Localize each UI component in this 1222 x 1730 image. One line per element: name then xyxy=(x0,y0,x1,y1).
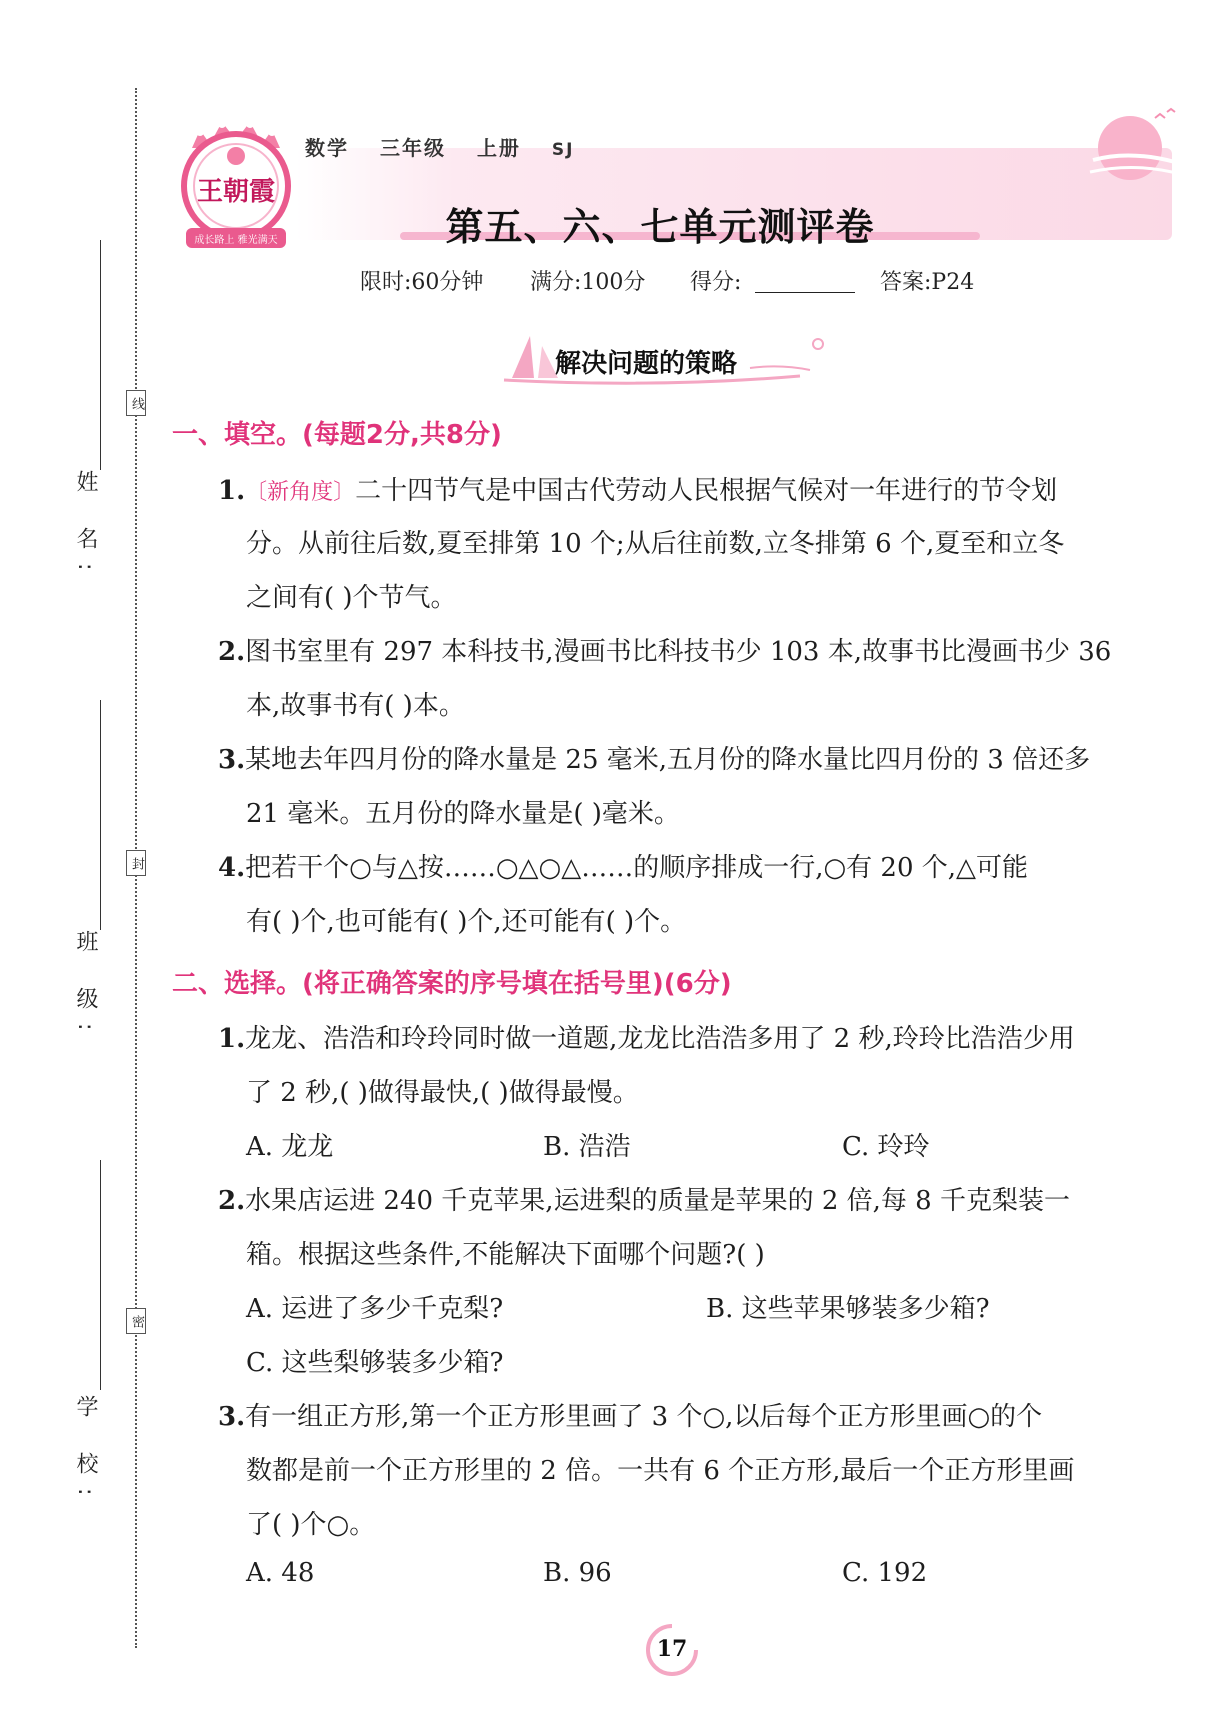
score-input-line[interactable] xyxy=(755,292,855,293)
p2-q3-number: 3. xyxy=(218,1402,246,1432)
seal-secret-mark: 密 xyxy=(126,1308,146,1334)
p2-q3-line1 xyxy=(218,1396,1042,1433)
p2-q1-number: 1. xyxy=(218,1024,246,1054)
p2-q3-text1: 有一组正方形,第一个正方形里画了 3 个○,以后每个正方形里画○的个 xyxy=(245,1402,1043,1432)
p2-q3-option-a[interactable]: A. 48 xyxy=(246,1558,315,1588)
seal-seal-mark: 封 xyxy=(126,850,146,876)
page-number: 17 xyxy=(656,1636,688,1662)
q1-line2: 分。从前往后数,夏至排第 10 个;从后往前数,立冬排第 6 个,夏至和立冬 xyxy=(246,529,1065,559)
q4-text1: 把若干个○与△按……○△○△……的顺序排成一行,○有 20 个,△可能 xyxy=(245,853,1029,883)
p2-q2-line1 xyxy=(218,1180,1070,1217)
q4-number: 4. xyxy=(218,853,246,883)
q3-line1 xyxy=(218,739,1090,776)
p2-q2-number: 2. xyxy=(218,1186,246,1216)
section-tag: 解决问题的策略 xyxy=(555,349,738,379)
school-write-line[interactable] xyxy=(100,1160,101,1390)
q2-line1 xyxy=(218,631,1111,668)
name-label: 姓 名: xyxy=(73,470,98,585)
volume-label: 上册 xyxy=(476,136,521,160)
brand-logo xyxy=(172,108,300,253)
q4-line1 xyxy=(218,847,1028,884)
p2-q2-option-a[interactable]: A. 运进了多少千克梨? xyxy=(246,1294,504,1324)
header-subtitle xyxy=(305,132,596,161)
time-limit: 限时:60分钟 xyxy=(360,270,484,295)
p2-q1-option-a[interactable]: A. 龙龙 xyxy=(246,1132,334,1162)
full-score: 满分:100分 xyxy=(530,270,646,295)
school-label: 学 校: xyxy=(73,1395,98,1510)
sun-icon xyxy=(1085,100,1185,190)
p2-q1-line1 xyxy=(218,1018,1075,1055)
p2-q3-line3: 了( )个○。 xyxy=(246,1510,376,1540)
q1-number: 1. xyxy=(218,476,246,506)
part1-heading: 一、填空。(每题2分,共8分) xyxy=(172,420,502,450)
q2-line2: 本,故事书有( )本。 xyxy=(246,691,465,721)
class-label: 班 级: xyxy=(73,930,98,1045)
p2-q2-text1: 水果店运进 240 千克苹果,运进梨的质量是苹果的 2 倍,每 8 千克梨装一 xyxy=(245,1186,1070,1216)
q1-line1 xyxy=(218,470,1057,507)
p2-q1-option-c[interactable]: C. 玲玲 xyxy=(842,1132,930,1162)
page-title: 第五、六、七单元测评卷 xyxy=(445,205,875,249)
subject-label: 数学 xyxy=(305,136,349,160)
p2-q3-option-c[interactable]: C. 192 xyxy=(842,1558,928,1588)
name-write-line[interactable] xyxy=(100,240,101,470)
answer-reference: 答案:P24 xyxy=(880,270,975,295)
q4-line2: 有( )个,也可能有( )个,还可能有( )个。 xyxy=(246,907,687,937)
p2-q1-line2: 了 2 秒,( )做得最快,( )做得最慢。 xyxy=(246,1078,639,1108)
q1-line3: 之间有( )个节气。 xyxy=(246,583,457,613)
q1-text1: 二十四节气是中国古代劳动人民根据气候对一年进行的节令划 xyxy=(355,476,1058,506)
p2-q1-text1: 龙龙、浩浩和玲玲同时做一道题,龙龙比浩浩多用了 2 秒,玲玲比浩浩少用 xyxy=(245,1024,1075,1054)
p2-q2-option-b[interactable]: B. 这些苹果够装多少箱? xyxy=(706,1294,990,1324)
seal-line-mark: 线 xyxy=(126,390,146,416)
q3-number: 3. xyxy=(218,745,246,775)
grade-label: 三年级 xyxy=(379,136,446,160)
class-write-line[interactable] xyxy=(100,700,101,930)
p2-q2-option-c[interactable]: C. 这些梨够装多少箱? xyxy=(246,1348,504,1378)
brand-name: 王朝霞 xyxy=(196,177,276,207)
q2-number: 2. xyxy=(218,637,246,667)
q2-text1: 图书室里有 297 本科技书,漫画书比科技书少 103 本,故事书比漫画书少 36 xyxy=(245,637,1112,667)
p2-q3-line2: 数都是前一个正方形里的 2 倍。一共有 6 个正方形,最后一个正方形里画 xyxy=(246,1456,1075,1486)
part2-heading: 二、选择。(将正确答案的序号填在括号里)(6分) xyxy=(172,969,732,999)
score-label: 得分: xyxy=(690,270,742,295)
p2-q2-line2: 箱。根据这些条件,不能解决下面哪个问题?( ) xyxy=(246,1240,765,1270)
brand-slogan: 成长路上 雅光满天 xyxy=(194,235,278,246)
edition-label: SJ xyxy=(551,140,575,160)
p2-q3-option-b[interactable]: B. 96 xyxy=(543,1558,612,1588)
q1-tag: 〔新角度〕 xyxy=(245,480,356,505)
q3-text1: 某地去年四月份的降水量是 25 毫米,五月份的降水量比四月份的 3 倍还多 xyxy=(245,745,1091,775)
p2-q1-option-b[interactable]: B. 浩浩 xyxy=(543,1132,631,1162)
q3-line2: 21 毫米。五月份的降水量是( )毫米。 xyxy=(246,799,680,829)
